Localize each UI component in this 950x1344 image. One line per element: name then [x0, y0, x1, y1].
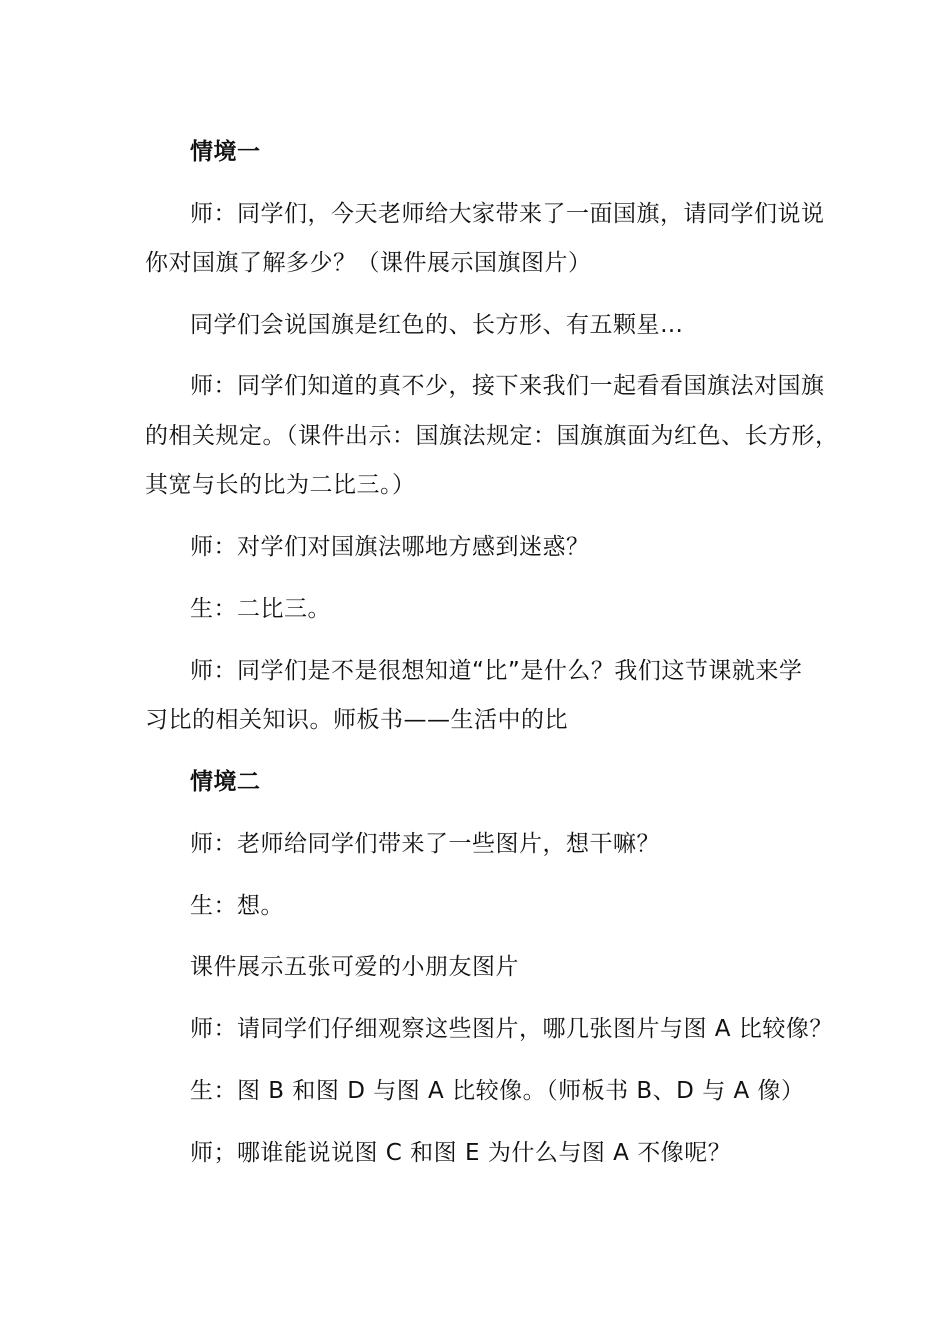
paragraph-line: 师：对学们对国旗法哪地方感到迷惑？ [190, 534, 590, 560]
paragraph-line: 生：图 B 和图 D 与图 A 比较像。（师板书 B、D 与 A 像） [190, 1078, 805, 1104]
paragraph-line: 师；哪谁能说说图 C 和图 E 为什么与图 A 不像呢？ [190, 1140, 732, 1166]
paragraph-line: 生：二比三。 [190, 596, 331, 622]
paragraph-line: 师：请同学们仔细观察这些图片，哪几张图片与图 A 比较像？ [190, 1016, 833, 1042]
paragraph-line: 师：同学们知道的真不少，接下来我们一起看看国旗法对国旗 [190, 373, 825, 399]
paragraph-line: 课件展示五张可爱的小朋友图片 [190, 954, 519, 980]
paragraph-line: 其宽与长的比为二比三。） [145, 472, 416, 498]
paragraph-line: 师：同学们，今天老师给大家带来了一面国旗，请同学们说说 [190, 201, 825, 227]
section-heading-2: 情境二 [190, 769, 261, 795]
paragraph-line: 同学们会说国旗是红色的、长方形、有五颗星… [190, 312, 684, 338]
paragraph-line: 生：想。 [190, 893, 284, 919]
paragraph-line: 师：同学们是不是很想知道“比”是什么？我们这节课就来学 [190, 658, 803, 684]
section-heading-1: 情境一 [190, 139, 261, 165]
paragraph-line: 的相关规定。（课件出示：国旗法规定：国旗旗面为红色、长方形， [145, 423, 839, 449]
paragraph-line: 习比的相关知识。师板书——生活中的比 [145, 707, 568, 733]
paragraph-line: 师：老师给同学们带来了一些图片，想干嘛？ [190, 831, 660, 857]
paragraph-line: 你对国旗了解多少？（课件展示国旗图片） [145, 250, 592, 276]
